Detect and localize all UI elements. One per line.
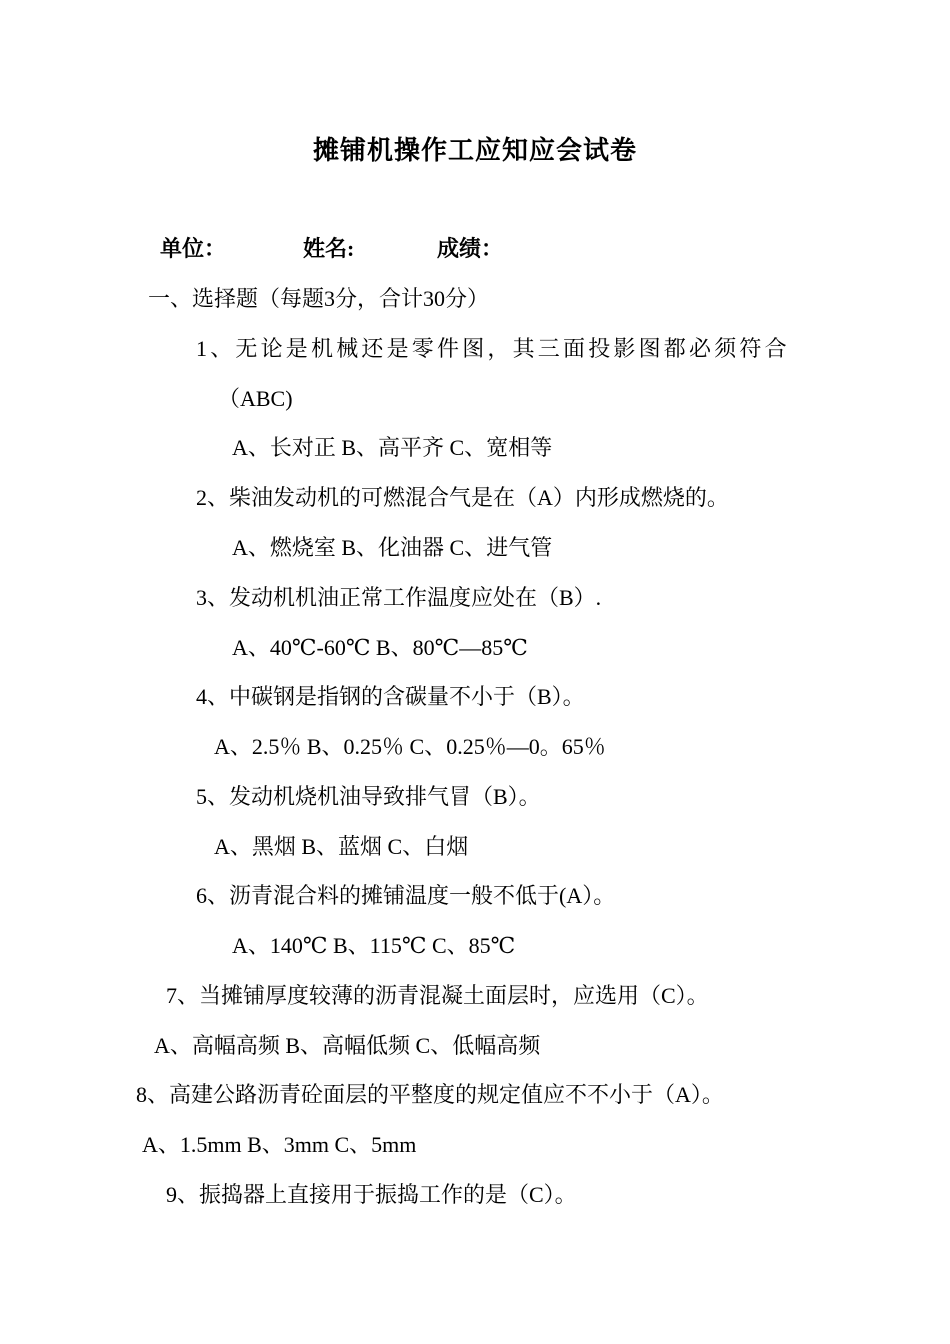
question-1: 1、无论是机械还是零件图，其三面投影图都必须符合 — [196, 336, 790, 361]
question-6-options: A、140℃ B、115℃ C、85℃ — [232, 933, 516, 958]
section-heading: 一、选择题（每题3分，合计30分） — [148, 286, 490, 311]
exam-title: 摊铺机操作工应知应会试卷 — [312, 136, 637, 165]
score-label: 成绩： — [437, 236, 504, 261]
unit-label: 单位： — [160, 236, 227, 261]
question-3: 3、发动机机油正常工作温度应处在（B）. — [196, 585, 602, 610]
question-7: 7、当摊铺厚度较薄的沥青混凝土面层时，应选用（C）。 — [166, 983, 709, 1008]
question-6: 6、沥青混合料的摊铺温度一般不低于(A）。 — [196, 883, 616, 908]
question-1-options: A、长对正 B、高平齐 C、宽相等 — [232, 435, 553, 460]
question-5-options: A、黑烟 B、蓝烟 C、白烟 — [214, 834, 469, 859]
question-4: 4、中碳钢是指钢的含碳量不小于（B）。 — [196, 684, 585, 709]
question-5: 5、发动机烧机油导致排气冒（B）。 — [196, 784, 541, 809]
name-label: 姓名: — [303, 236, 355, 261]
question-1-continuation: （ABC) — [218, 386, 293, 411]
question-2: 2、柴油发动机的可燃混合气是在（A）内形成燃烧的。 — [196, 485, 729, 510]
question-9: 9、振捣器上直接用于振捣工作的是（C）。 — [166, 1182, 577, 1207]
question-8: 8、高建公路沥青砼面层的平整度的规定值应不不小于（A）。 — [136, 1082, 724, 1107]
question-8-options: A、1.5mm B、3mm C、5mm — [142, 1132, 417, 1157]
question-3-options: A、40℃-60℃ B、80℃—85℃ — [232, 635, 528, 660]
question-7-options: A、高幅高频 B、高幅低频 C、低幅高频 — [154, 1033, 541, 1058]
question-2-options: A、燃烧室 B、化油器 C、进气管 — [232, 535, 553, 560]
question-4-options: A、2.5％ B、0.25％ C、0.25％—0。65％ — [214, 734, 606, 759]
